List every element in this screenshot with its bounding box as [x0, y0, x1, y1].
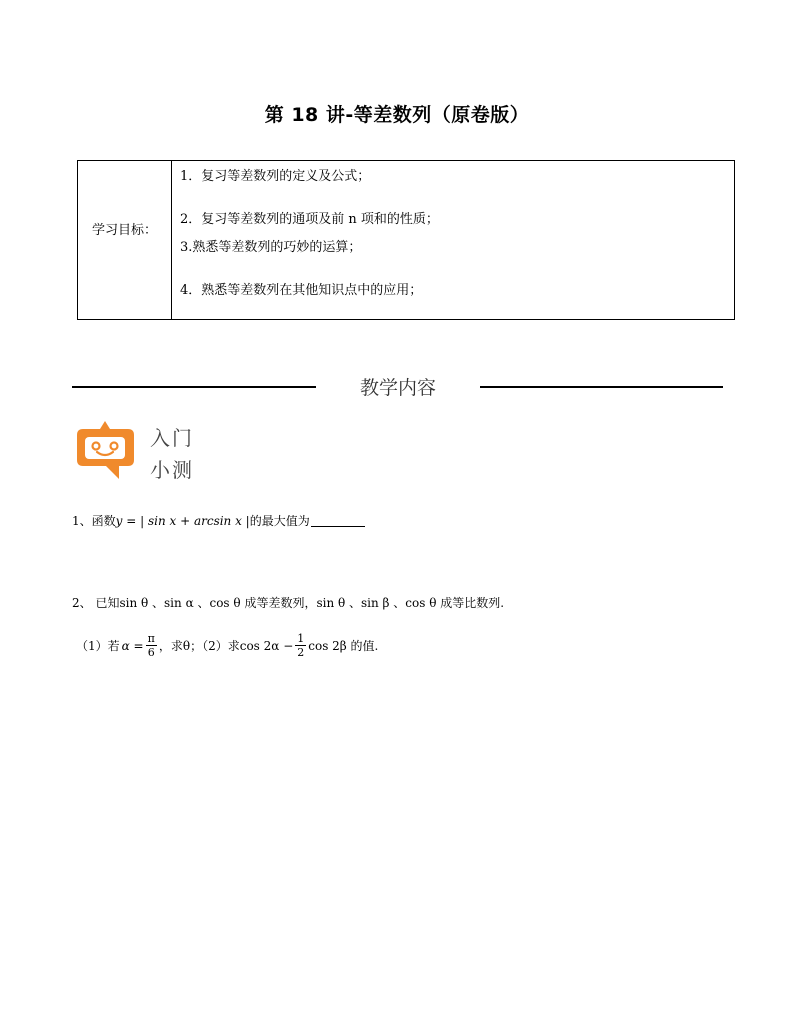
fraction-one-half	[295, 632, 306, 659]
alpha-equation: α =	[121, 638, 144, 653]
learning-goal-item: 3.熟悉等差数列的巧妙的运算；	[180, 240, 362, 255]
learning-goals-list	[172, 161, 734, 319]
problem-1	[72, 512, 365, 529]
fraction-pi-over-6	[146, 632, 157, 659]
fraction-numerator: 1	[297, 632, 305, 645]
section-divider-left	[72, 386, 316, 388]
page-title: 第 18 讲-等差数列（原卷版）	[264, 104, 530, 126]
fraction-denominator: 6	[147, 646, 155, 659]
badge-line2: 小测	[150, 458, 194, 482]
learning-goals-label: 学习目标：	[78, 161, 172, 319]
robot-badge-icon	[75, 420, 135, 482]
badge-line1: 入门	[150, 426, 194, 450]
answer-blank	[311, 514, 365, 527]
problem-2-part1-prefix: （1）若	[76, 639, 120, 653]
section-divider-right	[480, 386, 723, 388]
problem-2-part2-suffix: cos 2β 的值.	[308, 639, 379, 653]
learning-goal-item: 4．熟悉等差数列在其他知识点中的应用；	[180, 283, 423, 298]
problem-1-expression: y = | sin x + arcsin x |	[115, 513, 250, 528]
problem-2-part1-suffix: ，求θ；（2）求cos 2α −	[158, 639, 294, 653]
problem-2-statement: 2、 已知sin θ 、sin α 、cos θ 成等差数列，sin θ 、sin β 、cos θ 成等比数列.	[72, 596, 505, 610]
problem-1-suffix: 的最大值为	[249, 514, 310, 528]
problem-2-parts	[76, 632, 378, 659]
problem-1-prefix: 1、函数	[72, 514, 116, 528]
learning-goal-item: 1．复习等差数列的定义及公式；	[180, 169, 371, 184]
learning-goal-item: 2．复习等差数列的通项及前 n 项和的性质；	[180, 212, 439, 227]
learning-goals-table	[77, 160, 735, 320]
section-title: 教学内容	[359, 377, 436, 399]
fraction-denominator: 2	[297, 646, 305, 659]
fraction-numerator: π	[147, 632, 155, 645]
